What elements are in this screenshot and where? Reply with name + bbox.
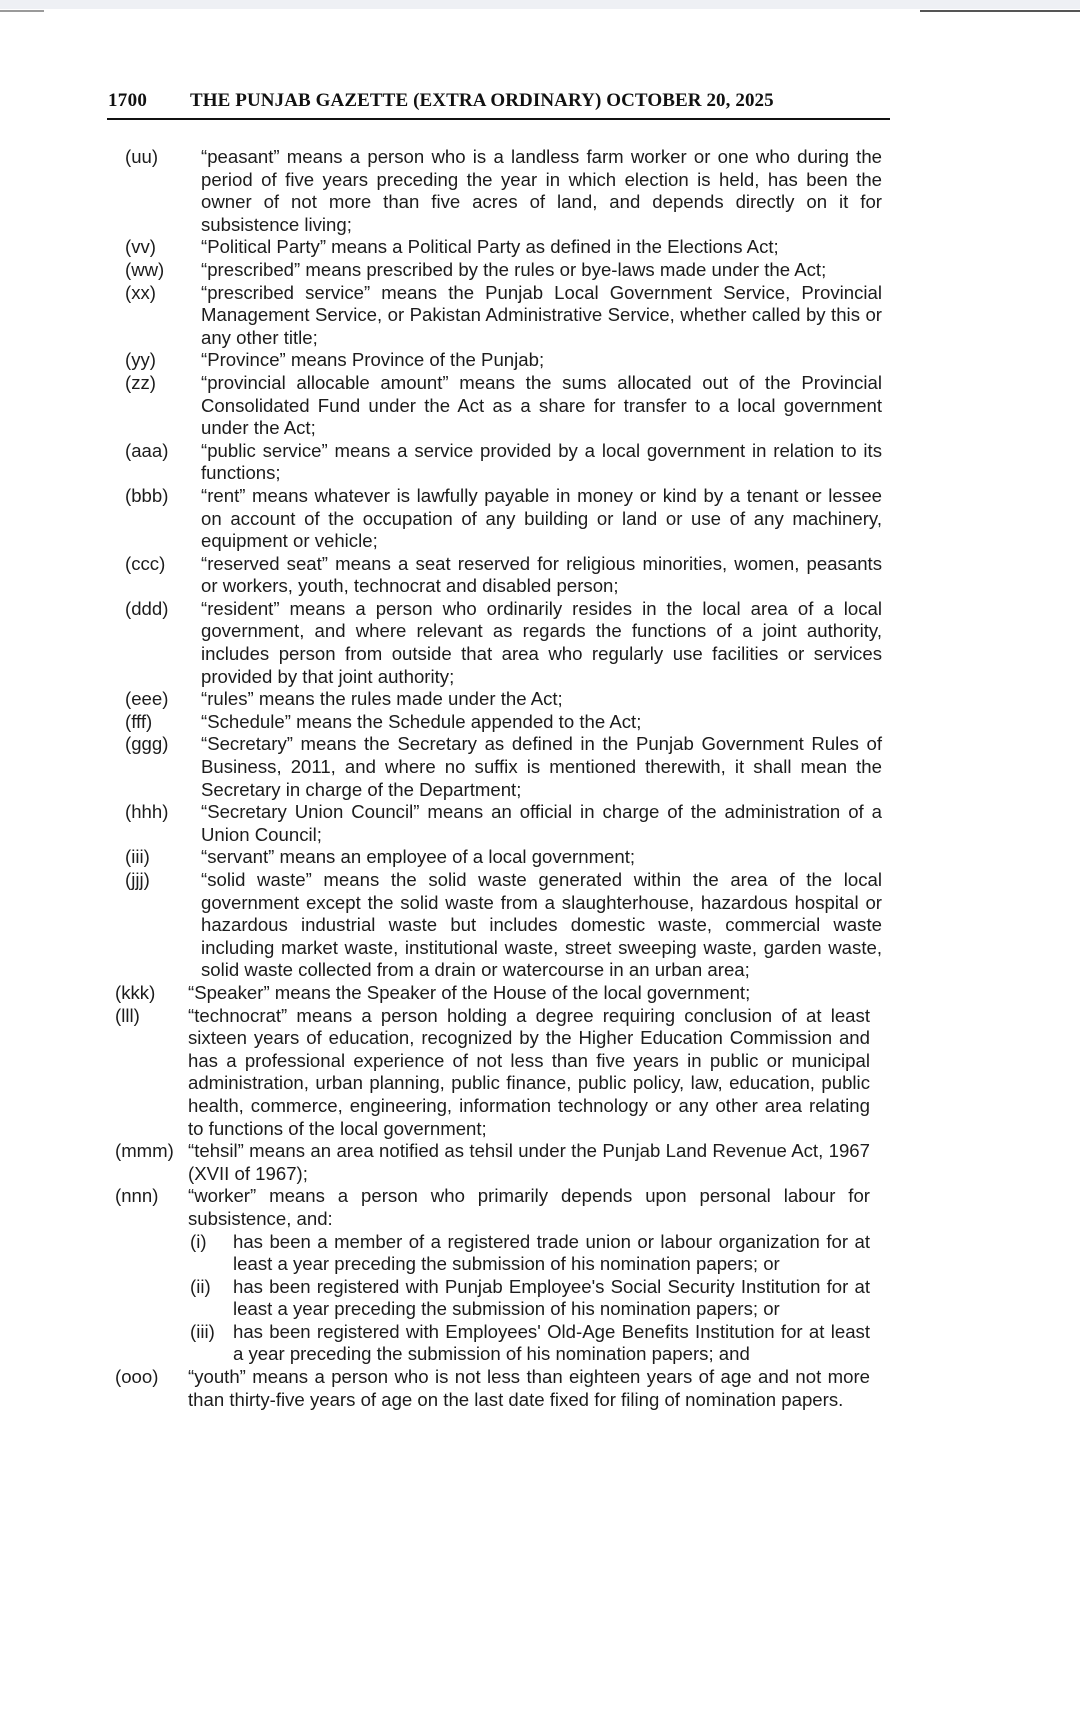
definition-text: “rent” means whatever is lawfully payable in money or kind by a tenant or lessee on account of the occupation of any building or land or use of any machinery, equipment or vehicle; — [201, 484, 882, 552]
subitem-label: (i) — [190, 1230, 207, 1252]
definition-item — [0, 146, 1080, 236]
definition-text: “worker” means a person who primarily depends upon personal labour for subsistence, and: — [188, 1185, 870, 1229]
worker-subitem — [0, 1321, 1080, 1366]
definition-item — [0, 553, 1080, 598]
definition-label: (nnn) — [115, 1185, 159, 1207]
definition-text: “Province” means Province of the Punjab; — [201, 349, 545, 371]
definition-label: (zz) — [125, 371, 156, 393]
definition-item — [0, 846, 1080, 869]
definition-item — [0, 1140, 1080, 1185]
definition-label: (ddd) — [125, 597, 169, 619]
definition-label: (iii) — [125, 846, 150, 868]
definition-label: (bbb) — [125, 484, 169, 506]
definition-label: (ggg) — [125, 733, 169, 755]
definition-text: “youth” means a person who is not less than eighteen years of age and not more than thirty-five years of age on the last date fixed for filing of nomination papers. — [188, 1366, 870, 1410]
definition-text: “reserved seat” means a seat reserved for religious minorities, women, peasants or workers, youth, technocrat and disabled person; — [201, 552, 882, 597]
definition-item-worker — [0, 1185, 1080, 1230]
definition-item — [0, 349, 1080, 372]
subitem-label: (iii) — [190, 1320, 215, 1342]
definition-item — [0, 236, 1080, 259]
definition-label: (kkk) — [115, 981, 156, 1003]
definition-label: (uu) — [125, 146, 159, 167]
definition-item — [0, 711, 1080, 734]
gazette-title: THE PUNJAB GAZETTE (EXTRA ORDINARY) OCTOBER 20, 2025 — [190, 90, 774, 111]
definition-text: “Secretary” means the Secretary as defined in the Punjab Government Rules of Business, 2011, and where no suffix is mentioned therewith, it shall mean the Secretary in charge of the Department; — [201, 733, 882, 800]
definition-label: (ww) — [125, 258, 165, 280]
definition-item — [0, 598, 1080, 688]
definition-item — [0, 688, 1080, 711]
definition-label: (fff) — [125, 710, 153, 732]
definition-item — [0, 372, 1080, 440]
definition-text: “Political Party” means a Political Party as defined in the Elections Act; — [201, 236, 779, 258]
definition-label: (hhh) — [125, 801, 169, 823]
definition-label: (aaa) — [125, 439, 169, 461]
definition-label: (vv) — [125, 236, 156, 258]
definition-label: (mmm) — [115, 1140, 174, 1162]
definition-text: “Speaker” means the Speaker of the House of the local government; — [188, 981, 751, 1003]
subitem-label: (ii) — [190, 1275, 211, 1297]
worker-subitem — [0, 1231, 1080, 1276]
header-divider — [107, 118, 890, 120]
definition-item — [0, 869, 1080, 982]
definition-text: “solid waste” means the solid waste generated within the area of the local government except the solid waste from a slaughterhouse, hazardous hospital or hazardous industrial waste but includes domestic waste, commercial waste including market waste, institutional waste, street sweeping waste, garden waste, solid waste collected from a drain or watercourse in an urban area; — [201, 869, 882, 981]
definition-label: (ccc) — [125, 552, 166, 574]
definition-text: “provincial allocable amount” means the sums allocated out of the Provincial Consolidated Fund under the Act as a share for transfer to a local government under the Act; — [201, 371, 882, 439]
definition-text: “servant” means an employee of a local government; — [201, 846, 636, 868]
definition-label: (yy) — [125, 349, 156, 371]
definition-text: “resident” means a person who ordinarily resides in the local area of a local government, and where relevant as regards the functions of a joint authority, includes person from outside that area who regularly use facilities or services provided by that joint authority; — [201, 597, 882, 687]
scan-artifact-line — [920, 10, 1080, 12]
subitem-text: has been registered with Punjab Employee's Social Security Institution for at least a year preceding the submission of his nomination papers; or — [233, 1275, 870, 1320]
definition-label: (xx) — [125, 281, 156, 303]
top-toolbar-strip — [0, 0, 1080, 9]
definition-item — [0, 282, 1080, 350]
definition-label: (ooo) — [115, 1366, 159, 1388]
definition-item — [0, 733, 1080, 801]
definition-label: (eee) — [125, 688, 169, 710]
worker-subitem — [0, 1276, 1080, 1321]
definition-text: “peasant” means a person who is a landless farm worker or one who during the period of five years preceding the year in which election is held, has been the owner of not more than five acres of land, and depends directly on it for subsistence living; — [201, 146, 882, 235]
definition-item — [0, 1005, 1080, 1141]
definition-text: “prescribed service” means the Punjab Local Government Service, Provincial Management Service, or Pakistan Administrative Service, whether called by this or any other title; — [201, 281, 882, 348]
definition-text: “public service” means a service provided by a local government in relation to its functions; — [201, 439, 882, 484]
definition-item — [0, 982, 1080, 1005]
scan-artifact-line — [0, 10, 44, 12]
definition-label: (lll) — [115, 1004, 140, 1026]
definition-text: “Secretary Union Council” means an official in charge of the administration of a Union Council; — [201, 801, 882, 845]
definition-item — [0, 485, 1080, 553]
definition-text: “Schedule” means the Schedule appended to the Act; — [201, 710, 642, 732]
definition-item — [0, 259, 1080, 282]
page-number: 1700 — [108, 90, 148, 111]
definitions-list — [0, 146, 1080, 1411]
definition-text: “tehsil” means an area notified as tehsil under the Punjab Land Revenue Act, 1967 (XVII of 1967); — [188, 1140, 870, 1184]
definition-label: (jjj) — [125, 869, 150, 890]
definition-item — [0, 440, 1080, 485]
definition-text: “prescribed” means prescribed by the rules or bye-laws made under the Act; — [201, 258, 827, 280]
definition-item — [0, 801, 1080, 846]
definition-text: “technocrat” means a person holding a degree requiring conclusion of at least sixteen years of education, recognized by the Higher Education Commission and has a professional experience of not less than five years in public or municipal administration, urban planning, public finance, public policy, law, education, public health, commerce, engineering, information technology or any other area relating to functions of the local government; — [188, 1004, 870, 1139]
definition-item — [0, 1366, 1080, 1411]
subitem-text: has been a member of a registered trade union or labour organization for at least a year preceding the submission of his nomination papers; or — [233, 1230, 870, 1275]
definition-text: “rules” means the rules made under the Act; — [201, 688, 563, 710]
subitem-text: has been registered with Employees' Old-Age Benefits Institution for at least a year preceding the submission of his nomination papers; and — [233, 1320, 870, 1365]
